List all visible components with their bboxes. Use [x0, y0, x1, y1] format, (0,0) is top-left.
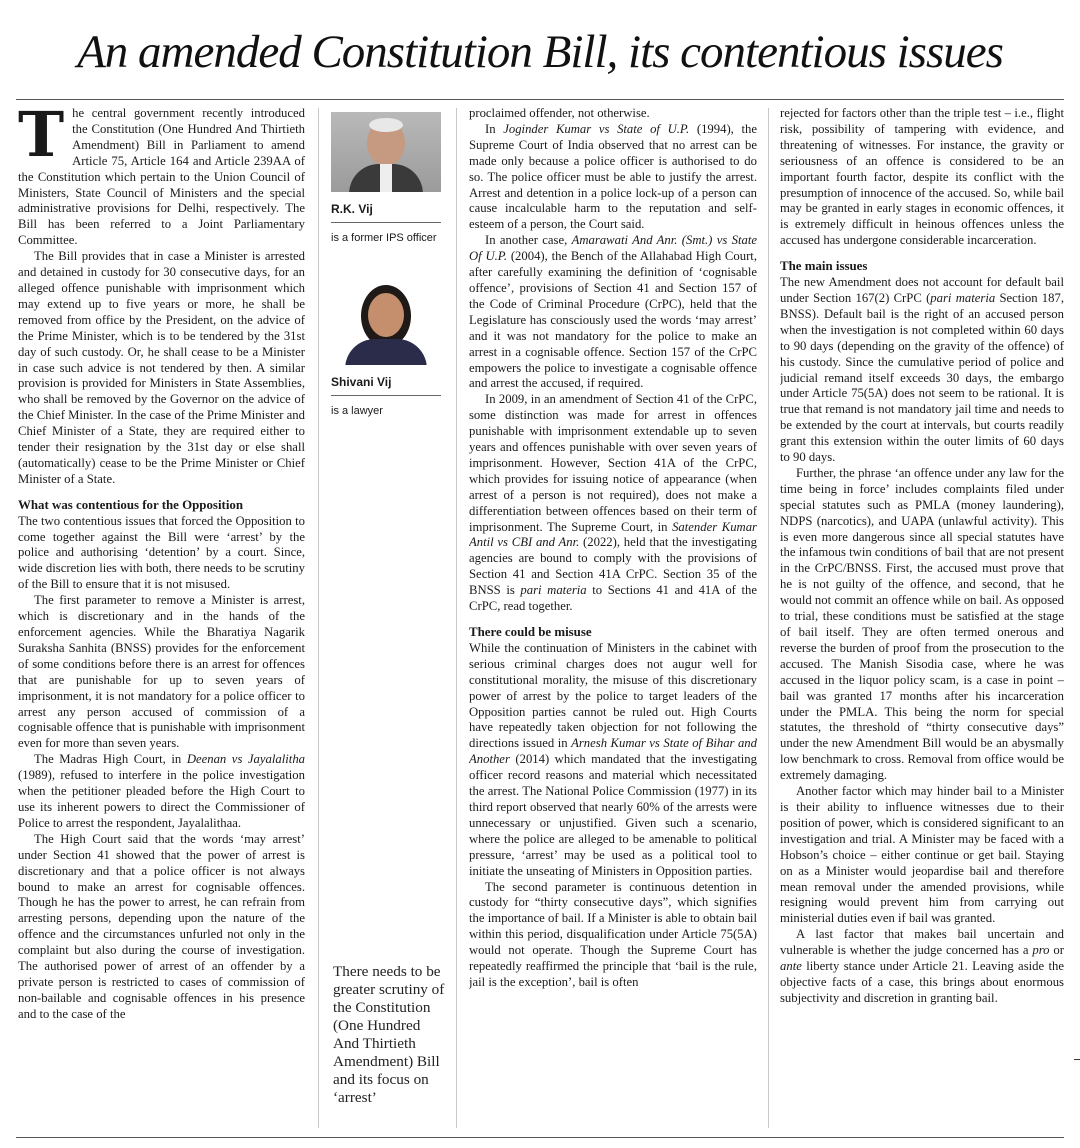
paragraph: proclaimed offender, not otherwise. [469, 106, 650, 120]
paragraph: The new Amendment does not account for default bail under Section 167(2) CrPC (pari materia Section 187, BNSS). Default bail is the right of an accused person when the investigation is not completed within 60 days to 90 days (depending on the gravity of the offence) of his custody. Since the cumulative period of police and judicial remand itself exceeds 30 days, the embargo under Article 75(5A) does not seem to be rational. It is true that remand is not mandatory jail time and needs to be extended by the court at intervals, but courts readily grant this extension within the outer limits of 60 days to 90 days. [780, 275, 1064, 465]
bottom-rule [16, 1137, 1064, 1138]
paragraph: While the continuation of Ministers in the cabinet with serious criminal charges does not augur well for constitutional morality, the misuse of this discretionary power of arrest by the police to target leaders of the Opposition parties cannot be ruled out. High Courts have repeatedly taken objection for not following the directions issued in Arnesh Kumar vs State of Bihar and Another (2014) which mandated that the investigating officer record reasons and material which necessitated the arrest. The National Police Commission (1977) in its third report observed that nearly 60% of the arrests were unnecessary or unjustified. Given such a scenario, where the police are alleged to be amenable to political pressure, ‘arrest’ may be used as a political tool to initiate the unseating of Ministers in Opposition parties. [469, 640, 757, 878]
paragraph: Further, the phrase ‘an offence under any law for the time being in force’ includes complaints filed under special statutes such as PMLA (money laundering), NDPS (narcotics), and UAPA (unlawful activity). This is even more dangerous since all special statutes have the infamous twin conditions of bail that are not present in the CrPC/BNSS. First, the accused must prove that he is not guilty of the offence, and second, that he would not commit an offence while on bail. As opposed to trial, these conditions must be satisfied at the stage of bail itself. They are often termed onerous and reverse the burden of proof from the prosecution to the accused. The Manish Sisodia case, where he was accused in the liquor policy scam, is a case in point – bail was granted 17 months after his incarceration under the PMLA. This being the norm for special statutes, the threshold of “thirty consecutive days” under the new Amendment Bill would be an abysmally low benchmark to cross. Removal from office would be extremely damaging. [780, 465, 1064, 783]
top-rule [16, 99, 1064, 100]
paragraph: rejected for factors other than the triple test – i.e., flight risk, possibility of tampering with evidence, and threatening of witnesses. For instance, the gravity or seriousness of an offence is considered to be an important fourth factor, despite its conflict with the presumption of innocence of the accused. So, while bail may be granted in early stages in economic offences, it is extremely difficult in heinous offences unless the accused has undergone considerable incarceration. [780, 106, 1064, 248]
drop-cap: T [18, 106, 65, 171]
headline: An amended Constitution Bill, its contentious issues [77, 26, 1003, 78]
author-photo-shivani-vij [331, 281, 441, 365]
article-column-4 [780, 106, 1064, 1134]
column-divider [318, 108, 319, 1128]
author-name: Shivani Vij [331, 375, 441, 396]
author-role: is a former IPS officer [331, 231, 437, 244]
paragraph: In Joginder Kumar vs State of U.P. (1994), the Supreme Court of India observed that no arrest can be made only because a police officer is authorised to do so. The police officer must be able to justify the arrest. Arrest and detention in a police lock-up of a person can cause incalculable harm to the reputation and self-esteem of a person, the Court said. [469, 121, 757, 232]
author-photo-rk-vij [331, 112, 441, 192]
subheading: There could be misuse [469, 625, 592, 639]
paragraph: The Bill provides that in case a Minister is arrested and detained in custody for 30 consecutive days, for an alleged offence punishable with imprisonment which may extend up to five years or more, he shall be removed from office by the President, on the advice of the Prime Minister, which is to be tendered by the 31st day of such custody. Or, he shall cease to be a Minister in case such advice is not tendered by then. A similar provision is provided for Ministers in State Assemblies, who shall be removed by the Governor on the advice of the Chief Minister. In the case of the Prime Minister and Chief Minister of a State, they are required either to tender their resignation by the 31st day or else shall (automatically) cease to be the Prime Minister or Chief Minister of a State. [18, 249, 305, 486]
paragraph: The first parameter to remove a Minister is arrest, which is discretionary and in the hands of the enforcement agencies. While the Bharatiya Nagarik Suraksha Sanhita (BNSS) provides for the enforcement of some conditions before there is an arrest for offences that are punishable for up to seven years of imprisonment, it is not mandatory for a police officer to arrest any person accused of commission of a cognisable offence that is punishable with imprisonment even for more than seven years. [18, 593, 305, 751]
column-divider [768, 108, 769, 1128]
paragraph: The second parameter is continuous detention in custody for “thirty consecutive days”, which signifies the importance of bail. If a Minister is able to obtain bail within this period, disqualification under Article 75(5A) would not operate. Though the Supreme Court has repeatedly reaffirmed the principle that ‘bail is the rule, jail is the exception’, bail is often [469, 879, 757, 989]
article-column-1 [18, 106, 305, 1134]
author-name: R.K. Vij [331, 202, 441, 223]
column-divider [456, 108, 457, 1128]
article-column-3 [469, 106, 757, 1134]
page-edge-mark [1074, 1059, 1080, 1060]
pull-quote: There needs to be greater scrutiny of the Constitution (One Hundred And Thirtieth Amendment) Bill and its focus on ‘arrest’ [333, 963, 445, 1106]
paragraph: The central government recently introduced the Constitution (One Hundred And Thirtieth Amendment) Bill in Parliament to amend Article 75, Article 164 and Article 239AA of the Constitution which pertain to the Union Council of Ministers, State Council of Ministers and the special administrative provisions for Delhi, respectively. The Bill has been referred to a Joint Parliamentary Committee. [18, 106, 305, 248]
paragraph: In another case, Amarawati And Anr. (Smt.) vs State Of U.P. (2004), the Bench of the Allahabad High Court, after carefully examining the definition of ‘cognisable offence’, provisions of Section 41 and Section 157 of the Code of Criminal Procedure (CrPC), held that the Legislature has consciously used the words ‘may arrest’ and it was not mandatory for the police to make an arrest in a cognisable offence. Section 157 of the CrPC empowers the police to investigate a cognisable offence and arrest the accused, if required. [469, 233, 757, 391]
paragraph: The High Court said that the words ‘may arrest’ under Section 41 showed that the power of arrest is discretionary and that a police officer is not always bound to make an arrest for cognisable offences. Though he has the power to arrest, he can refrain from arresting persons, depending upon the nature of the offence and the circumstances unfurled not only in the complaint but also during the course of investigation. The authorised power of arrest of an offender by a private person is restricted to cases of commission of non-bailable and cognisable offences in his presence and to the case of the [18, 831, 305, 1021]
author-role: is a lawyer [331, 404, 383, 417]
paragraph: Another factor which may hinder bail to a Minister is their ability to influence witnesses due to their position of power, which is considered significant to an investigation and trial. A Minister may be faced with a Hobson’s choice – either continue or get bail. Staying on as a Minister would jeopardise bail and therefore mean removal under the amended provisions, while resigning would prevent him from carrying out ministerial duties even if bail was granted. [780, 784, 1064, 926]
paragraph: In 2009, in an amendment of Section 41 of the CrPC, some distinction was made for arrest in offences punishable with imprisonment extendable up to seven years and offences punishable with over seven years of imprisonment. However, Section 41A of the CrPC, which provides for issuing notice of appearance (when arrest of a person is not required), does not make a differentiation between offences based on their term of imprisonment. The Supreme Court, in Satender Kumar Antil vs CBI and Anr. (2022), held that the investigating agencies are bound to comply with the provisions of Section 41 and Section 41A CrPC. Section 35 of the BNSS is pari materia to Sections 41 and 41A of the CrPC, read together. [469, 392, 757, 614]
paragraph: The Madras High Court, in Deenan vs Jayalalitha (1989), refused to interfere in the police investigation when the petitioner pleaded before the High Court to use its inherent powers to direct the Commissioner of Police to arrest the respondent, Jayalalithaa. [18, 752, 305, 830]
paragraph: A last factor that makes bail uncertain and vulnerable is whether the judge concerned has a pro or ante liberty stance under Article 21. Leaving aside the objective facts of a case, this brings about enormous subjectivity and discretion in granting bail. [780, 927, 1064, 1005]
paragraph: The two contentious issues that forced the Opposition to come together against the Bill were ‘arrest’ by the police and authorising ‘detention’ by a court. Since, wide discretion lies with both, there needs to be scrutiny of the Bill to ensure that it is not misused. [18, 513, 305, 592]
subheading: The main issues [780, 259, 868, 274]
subheading: What was contentious for the Opposition [18, 497, 244, 512]
